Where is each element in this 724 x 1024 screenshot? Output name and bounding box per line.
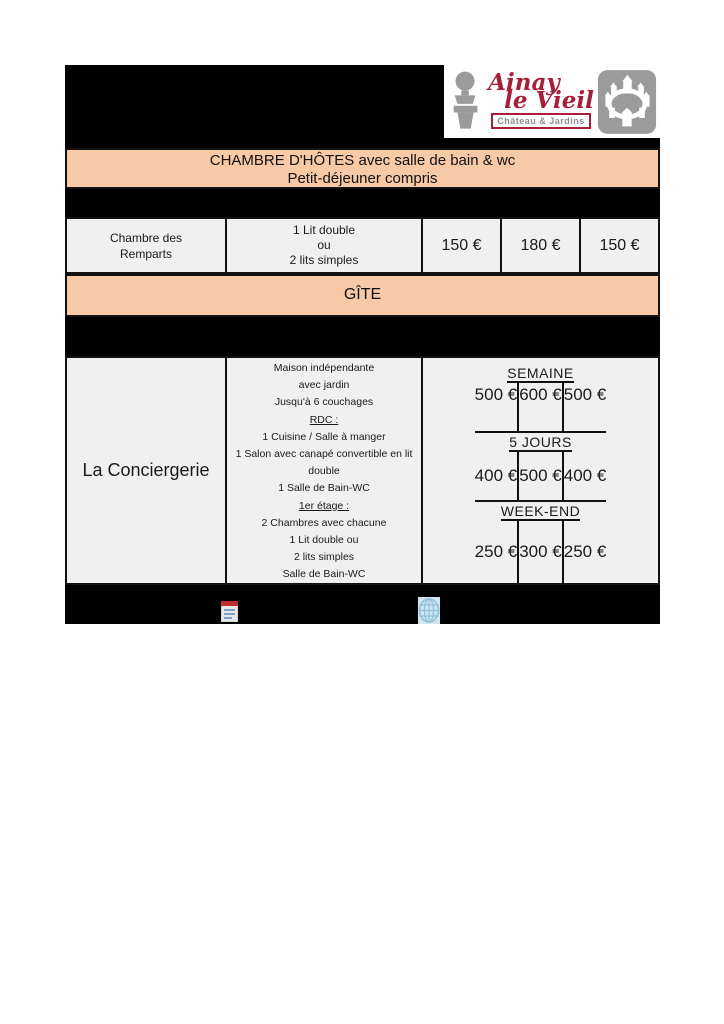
- logo-name: Ainay le Vieil: [488, 69, 594, 114]
- logo-wordmark: [488, 69, 594, 129]
- price-value: 500 €: [474, 385, 518, 404]
- price-cell: [423, 219, 502, 272]
- price-cell: [564, 521, 607, 583]
- price-value: 500 €: [563, 385, 607, 404]
- logo-subtitle: Château & Jardins: [491, 113, 591, 129]
- price-cell: [475, 452, 520, 500]
- price-value: 600 €: [519, 385, 562, 404]
- weekend-price-row: [475, 521, 607, 583]
- calendar-icon: [221, 601, 238, 622]
- room-description-cell: [227, 219, 423, 272]
- price-cell: [519, 521, 564, 583]
- price-value: 180 €: [520, 236, 561, 254]
- gite-desc-line: 2 lits simples: [293, 551, 355, 564]
- gite-desc-line: 1 Salle de Bain-WC: [278, 482, 370, 495]
- price-value: 300 €: [519, 542, 562, 561]
- gite-table: [65, 356, 660, 585]
- gite-desc-line: 1er étage :: [298, 499, 350, 512]
- period-header-5jours: 5 JOURS: [509, 433, 572, 452]
- semaine-price-row: [475, 383, 607, 433]
- chambre-table-row: [65, 217, 660, 274]
- banner-line1: CHAMBRE D'HÔTES avec salle de bain & wc: [209, 152, 516, 169]
- gite-desc-line: Jusqu'à 6 couchages: [274, 396, 374, 409]
- price-value: 150 €: [599, 236, 640, 254]
- gite-desc-line: 2 Chambres avec chacune: [261, 516, 387, 529]
- gite-desc-line: avec jardin: [298, 379, 350, 392]
- 5jours-price-row: [475, 452, 607, 502]
- price-cell: [502, 219, 581, 272]
- gite-desc-line: 1 Cuisine / Salle à manger: [262, 430, 386, 443]
- gite-desc-line: RDC :: [309, 413, 339, 426]
- room-desc-line: ou: [317, 238, 331, 252]
- globe-icon: [418, 597, 440, 624]
- period-header-semaine: SEMAINE: [507, 364, 574, 383]
- room-name-line: Chambre des: [109, 230, 183, 245]
- price-value: 400 €: [563, 466, 607, 485]
- header-block: [65, 65, 660, 148]
- price-value: 400 €: [474, 466, 518, 485]
- gite-name-cell: La Conciergerie: [67, 358, 227, 583]
- price-value: 250 €: [563, 542, 607, 561]
- price-cell: [564, 452, 607, 500]
- gite-desc-line: 1 Lit double ou: [289, 534, 359, 547]
- price-value: 150 €: [441, 236, 482, 254]
- footer-strip: [65, 585, 660, 624]
- logo: [444, 65, 660, 138]
- gite-prices-panel: [423, 358, 658, 583]
- gite-banner: GÎTE: [65, 274, 660, 317]
- castle-icon: [597, 68, 657, 136]
- black-separator-2: [65, 317, 660, 356]
- price-cell: [564, 383, 607, 431]
- topiary-icon: [447, 69, 485, 135]
- price-cell: [581, 219, 658, 272]
- room-desc-line: 1 Lit double: [292, 223, 356, 237]
- room-name-line: Remparts: [119, 246, 172, 261]
- gite-desc-line: Salle de Bain-WC: [282, 568, 366, 581]
- price-cell: [475, 383, 520, 431]
- price-value: 250 €: [474, 542, 518, 561]
- gite-desc-line: 1 Salon avec canapé convertible en lit double: [235, 448, 413, 478]
- price-cell: [519, 452, 564, 500]
- chambre-hotes-banner: [65, 148, 660, 189]
- room-name-cell: [67, 219, 227, 272]
- room-desc-line: 2 lits simples: [289, 253, 359, 267]
- price-cell: [475, 521, 520, 583]
- price-value: 500 €: [519, 466, 562, 485]
- period-header-weekend: WEEK-END: [501, 502, 580, 521]
- gite-description-cell: [227, 358, 423, 583]
- tariff-document: [65, 65, 660, 624]
- gite-desc-line: Maison indépendante: [273, 362, 375, 374]
- price-cell: [519, 383, 564, 431]
- banner-line2: Petit-déjeuner compris: [287, 170, 438, 187]
- black-separator-1: [65, 189, 660, 217]
